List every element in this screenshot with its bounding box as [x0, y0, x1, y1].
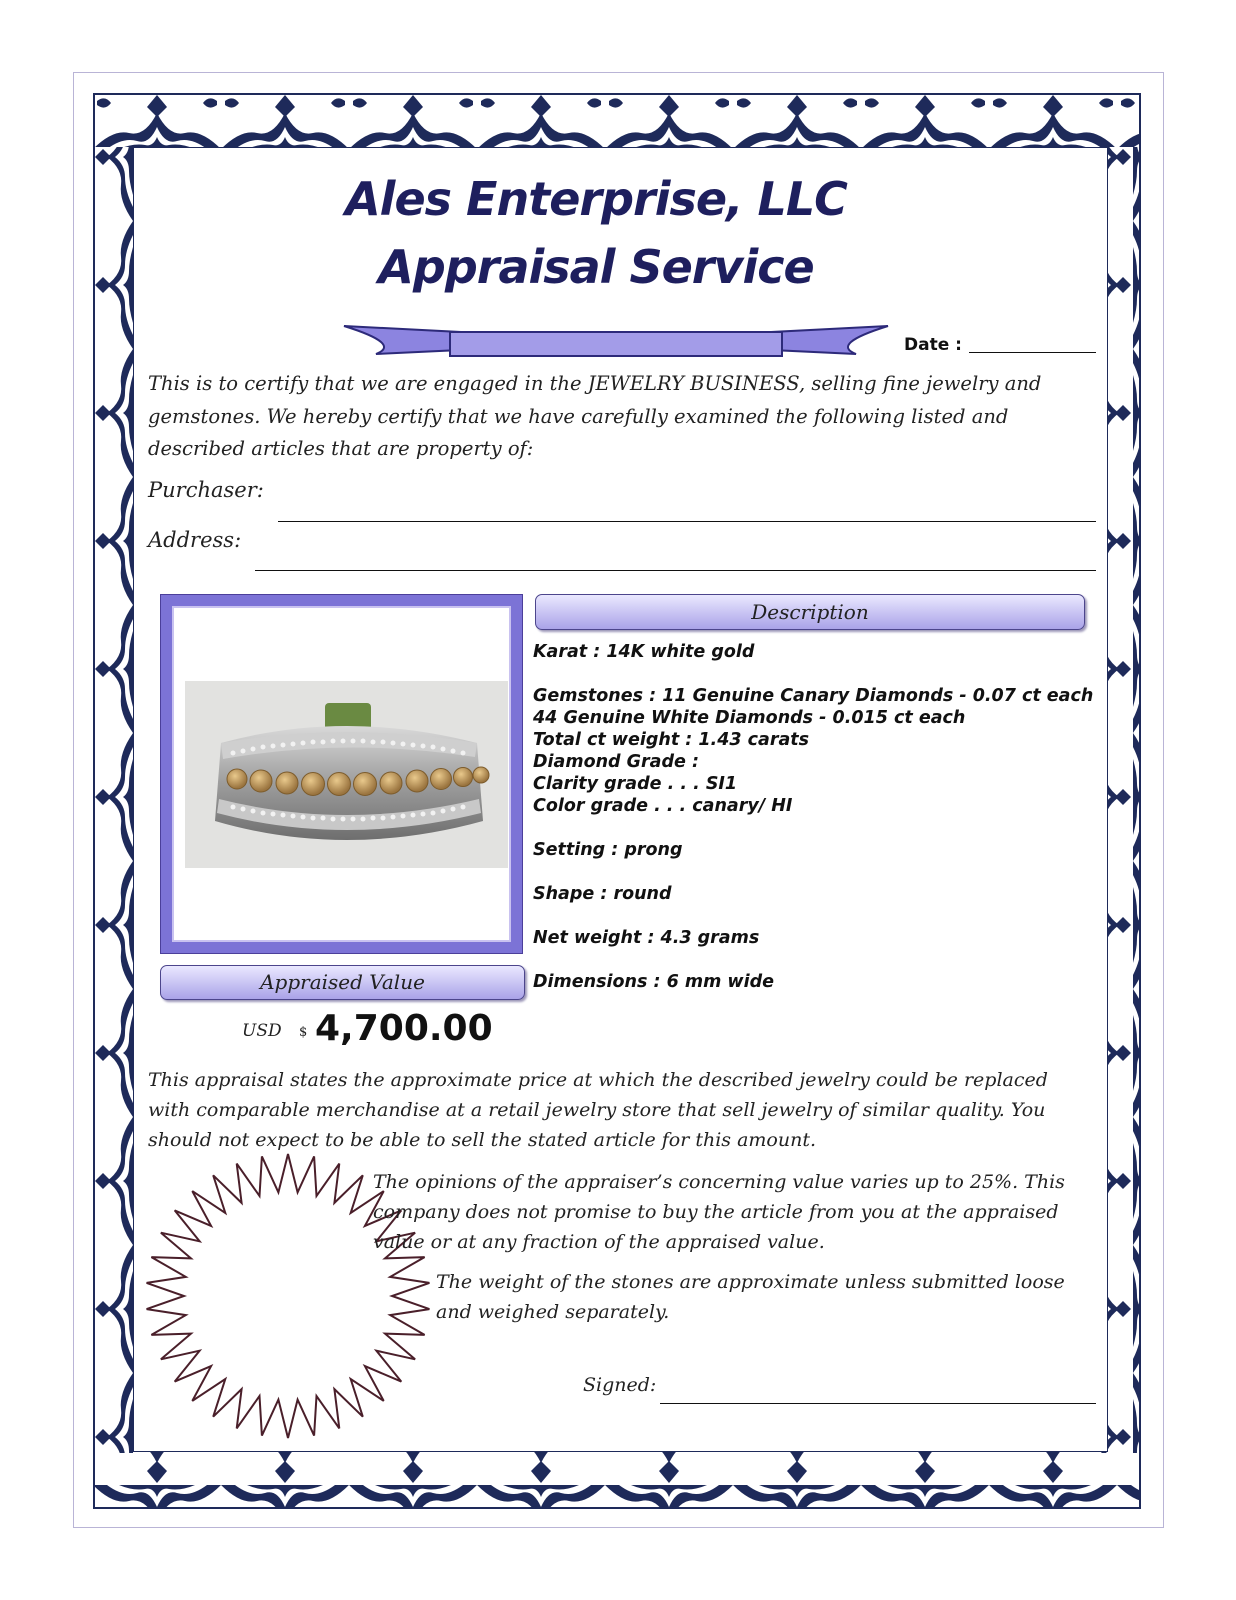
description-details: Karat : 14K white gold Gemstones : 11 Genuine Canary Diamonds - 0.07 ct each 44 Genuine White Diamonds - 0.015 ct each Total ct weight : 1.43 carats Diamond Grade : Clarity grade . . . SI1 Color grade . . . canary/ HI Setting : prong Shape : round Net weight : 4.3 grams Dimensions : 6 mm wide	[533, 642, 1094, 992]
opinion-disclaimer: The opinions of the appraiser’s concerning value varies up to 25%. This company does not promise to buy the article from you at the appraised value or at any fraction of the appraised value.	[373, 1171, 1065, 1253]
service-title: Appraisal Service	[378, 240, 814, 294]
replacement-disclaimer: This appraisal states the approximate price at which the described jewelry could be replaced with comparable merchandise at a retail jewelry store that sell jewelry of similar quality. You should not expect to be able to sell the stated article for this amount.	[148, 1069, 1048, 1151]
ring-photo-frame	[160, 594, 523, 954]
address-field-line[interactable]	[255, 570, 1096, 571]
appraised-amount: 4,700.00	[315, 1008, 493, 1049]
stone-weight-note: The weight of the stones are approximate unless submitted loose and weighed separately.	[436, 1271, 1065, 1323]
address-label: Address:	[148, 528, 242, 552]
signature-line[interactable]	[660, 1403, 1096, 1404]
purchaser-field-line[interactable]	[278, 521, 1096, 522]
currency-label: USD	[242, 1021, 282, 1041]
signature-label: Signed:	[583, 1374, 657, 1396]
appraised-value-heading: Appraised Value	[160, 965, 525, 1000]
purchaser-label: Purchaser:	[148, 478, 264, 502]
date-label: Date :	[904, 335, 962, 355]
description-heading: Description	[535, 594, 1085, 630]
ribbon-banner-icon	[342, 324, 890, 360]
company-title: Ales Enterprise, LLC	[345, 172, 847, 226]
certification-statement: This is to certify that we are engaged in the JEWELRY BUSINESS, selling fine jewelry and gemstones. We hereby certify that we have carefully examined the following listed and described articles that are property of:	[148, 372, 1042, 460]
currency-symbol: $	[299, 1025, 308, 1040]
ring-photo-mat	[172, 606, 511, 942]
ring-image	[185, 681, 508, 868]
date-field-line[interactable]	[969, 352, 1096, 353]
ring-photo	[185, 681, 508, 868]
